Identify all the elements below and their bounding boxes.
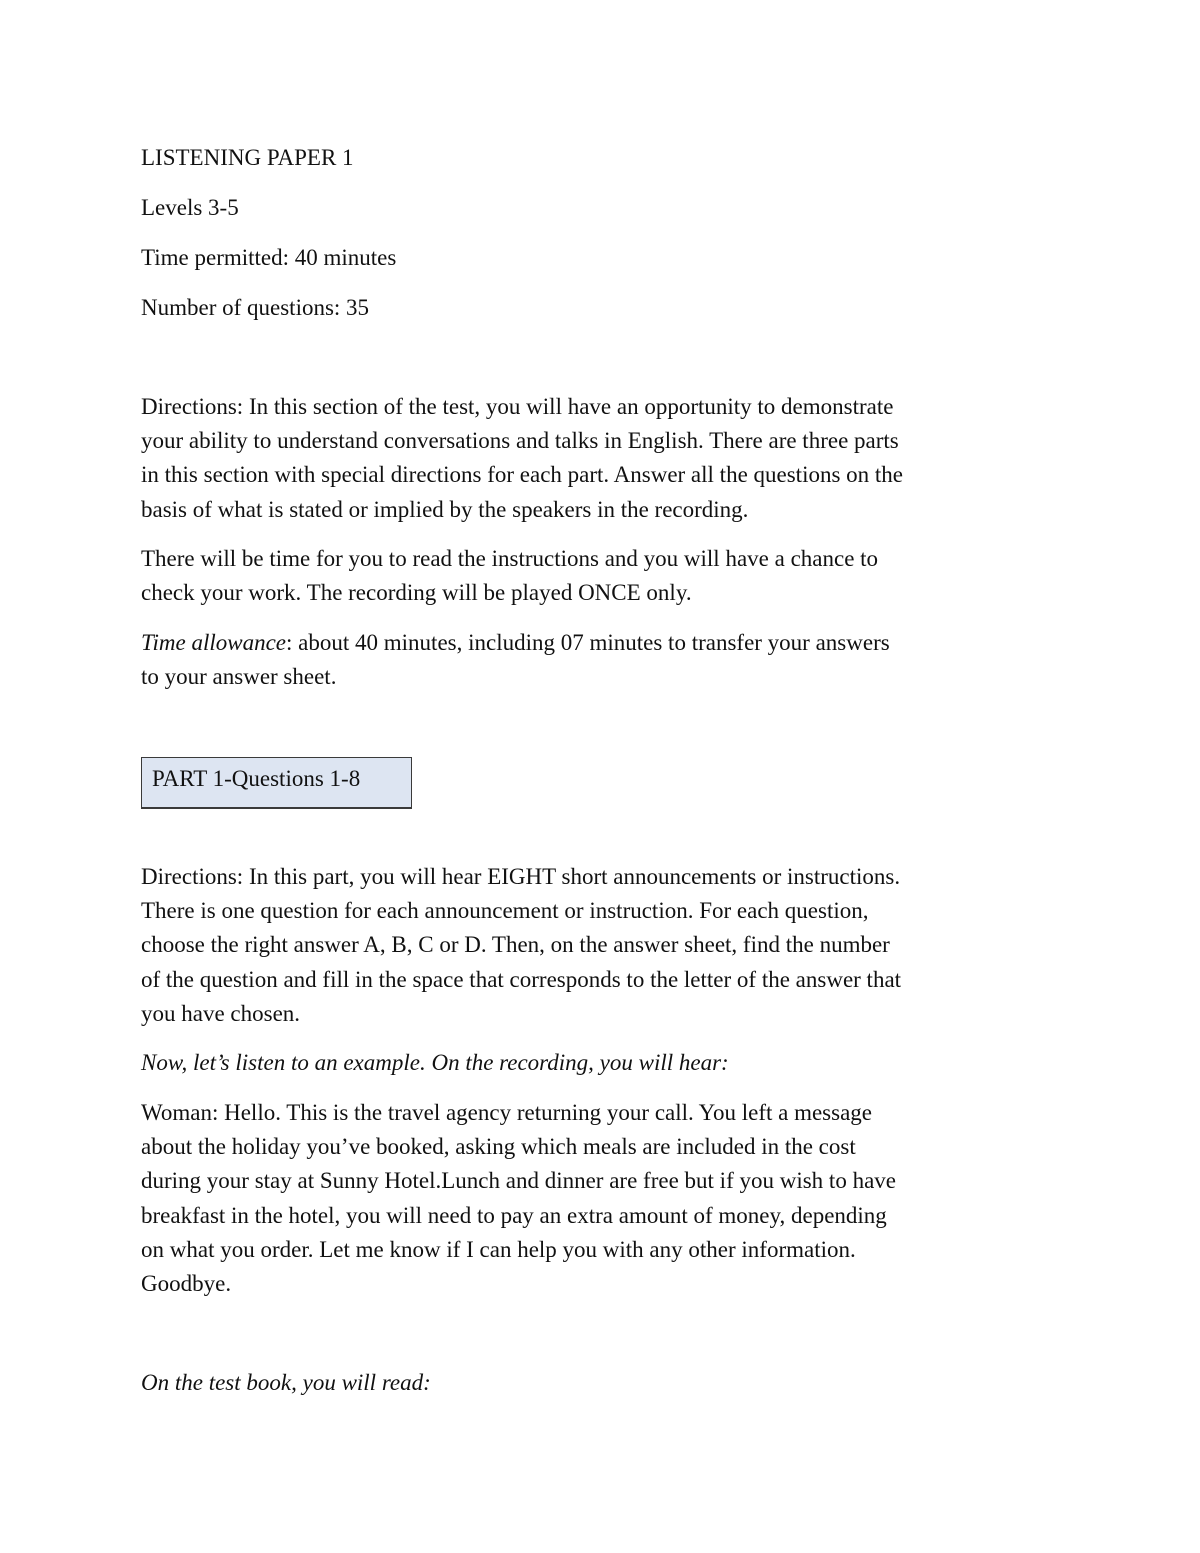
- time-allowance-text: : about 40 minutes, including 07 minutes to transfer your answers: [286, 630, 890, 655]
- example-transcript-line: Woman: Hello. This is the travel agency returning your call. You left a message: [141, 1100, 872, 1125]
- time-allowance-line: to your answer sheet.: [141, 664, 337, 690]
- part1-heading: PART 1-Questions 1-8: [152, 766, 361, 791]
- part1-directions: [141, 860, 1056, 1031]
- part1-directions-line: of the question and fill in the space that corresponds to the letter of the answer that: [141, 966, 902, 992]
- general-directions-line: your ability to understand conversations and talks in English. There are three parts: [141, 428, 899, 454]
- example-transcript: [141, 1096, 1056, 1301]
- number-of-questions-line: Number of questions: 35: [141, 295, 370, 320]
- time-permitted-line: Time permitted: 40 minutes: [141, 245, 397, 270]
- reading-note: [141, 542, 1056, 610]
- example-transcript-line: about the holiday you’ve booked, asking which meals are included in the cost: [141, 1134, 856, 1160]
- time-allowance-label: Time allowance: [141, 630, 287, 655]
- part1-directions-line: you have chosen.: [141, 1000, 301, 1026]
- paper-title: LISTENING PAPER 1: [141, 145, 354, 170]
- example-intro: Now, let’s listen to an example. On the recording, you will hear:: [141, 1050, 729, 1075]
- part1-directions-line: choose the right answer A, B, C or D. Then, on the answer sheet, find the number: [141, 932, 890, 958]
- example-transcript-line: on what you order. Let me know if I can help you with any other information.: [141, 1236, 856, 1262]
- part1-directions-line: There is one question for each announcement or instruction. For each question,: [141, 898, 869, 924]
- reading-note-line: There will be time for you to read the instructions and you will have a chance to: [141, 546, 879, 571]
- time-allowance-line: [141, 626, 1056, 660]
- time-allowance: [141, 626, 1056, 694]
- example-transcript-line: breakfast in the hotel, you will need to pay an extra amount of money, depending: [141, 1202, 887, 1228]
- part1-heading-box: [141, 757, 412, 809]
- example-transcript-line: during your stay at Sunny Hotel.Lunch and dinner are free but if you wish to have: [141, 1168, 896, 1194]
- example-transcript-line: Goodbye.: [141, 1271, 232, 1297]
- reading-note-line: check your work. The recording will be played ONCE only.: [141, 580, 692, 606]
- general-directions: [141, 390, 1056, 527]
- test-book-intro: On the test book, you will read:: [141, 1370, 431, 1395]
- part1-directions-line: Directions: In this part, you will hear EIGHT short announcements or instructions.: [141, 864, 901, 889]
- general-directions-line: Directions: In this section of the test, you will have an opportunity to demonstrate: [141, 394, 894, 419]
- levels-line: Levels 3-5: [141, 195, 239, 220]
- general-directions-line: basis of what is stated or implied by the speakers in the recording.: [141, 496, 749, 522]
- general-directions-line: in this section with special directions for each part. Answer all the questions on the: [141, 462, 904, 488]
